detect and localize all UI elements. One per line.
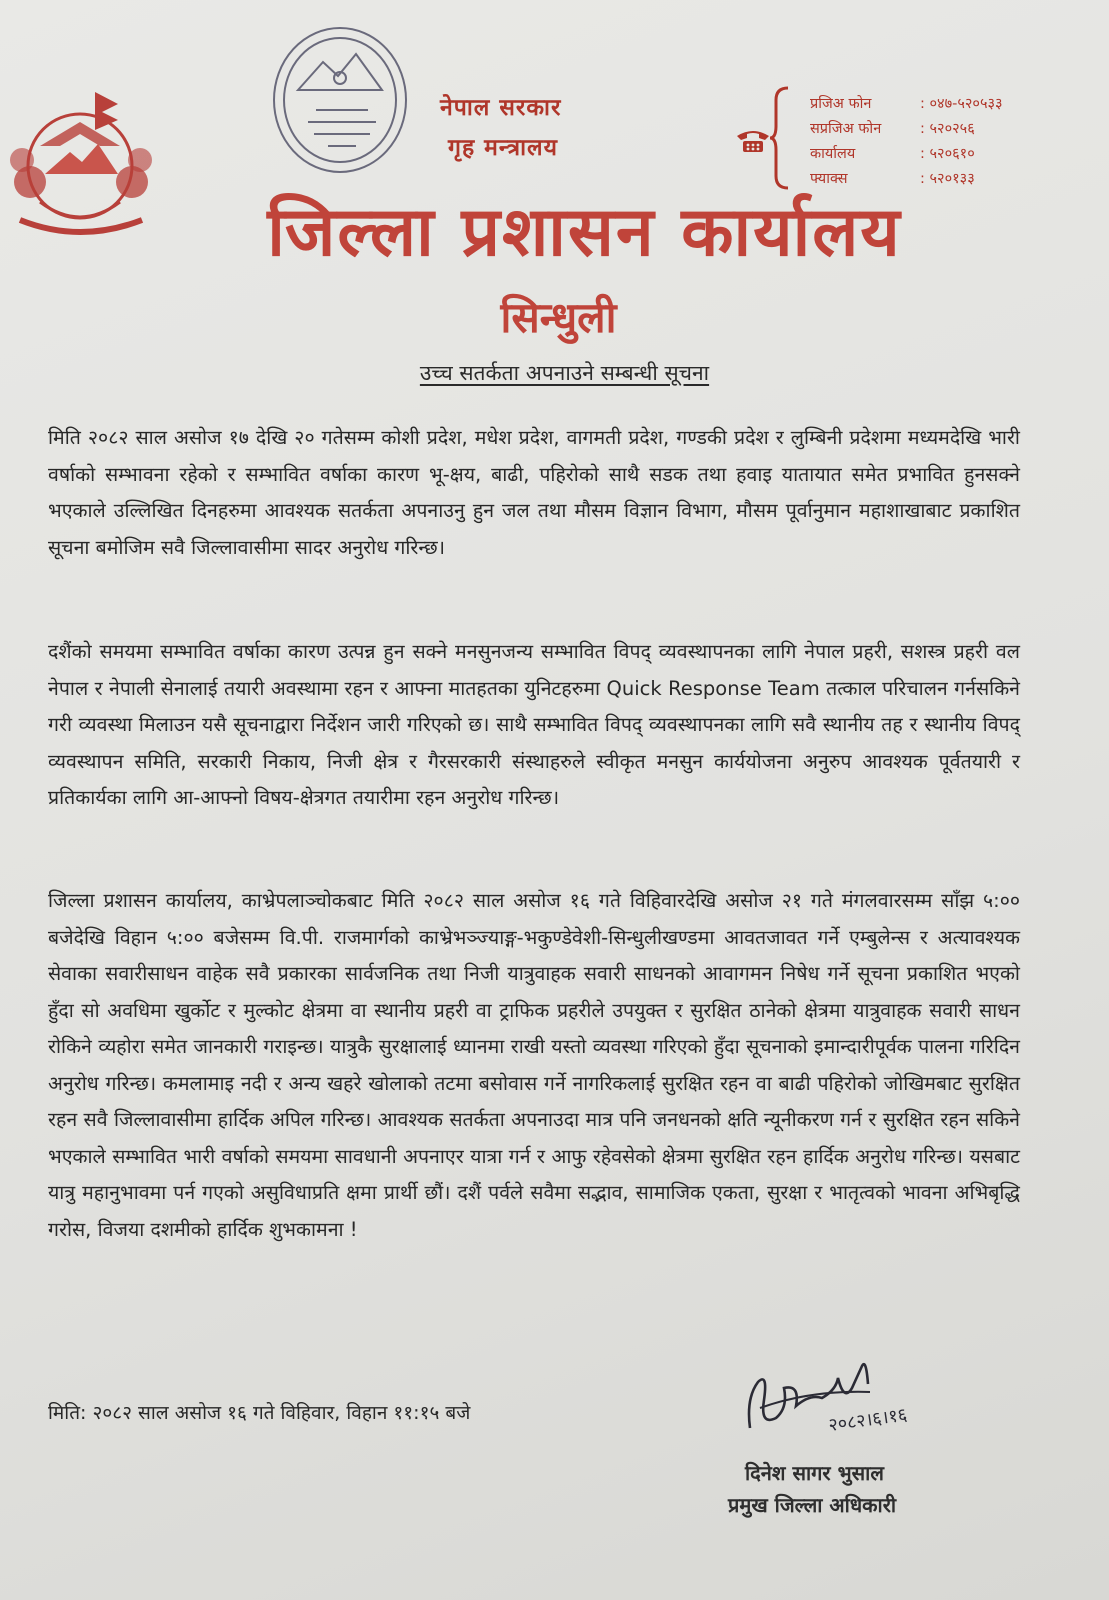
contact-row-acdo-phone [810,115,1060,140]
contact-row-cdo-phone [810,90,1060,115]
contact-label: प्रजिअ फोन [810,95,872,112]
body-paragraph-1: मिति २०८२ साल असोज १७ देखि २० गतेसम्म कोशी प्रदेश, मधेश प्रदेश, वागमती प्रदेश, गण्डकी प्रदेश र लुम्बिनी प्रदेशमा मध्यमदेखि भारी वर्षाको सम्भावना रहेको र सम्भावित वर्षाका कारण भू-क्षय, बाढी, पहिरोको साथै सडक तथा हवाइ यातायात समेत प्रभावित हुनसक्ने भएकाले उल्लिखित दिनहरुमा आवश्यक सतर्कता अपनाउनु हुन जल तथा मौसम विज्ञान विभाग, मौसम पूर्वानुमान महाशाखाबाट प्रकाशित सूचना बमोजिम सवै जिल्लावासीमा सादर अनुरोध गरिन्छ। [48,426,1020,559]
issue-date: मिति: २०८२ साल असोज १६ गते विहिवार, विहान ११:१५ बजे [48,1402,471,1424]
ministry-name: गृह मन्त्रालय [448,135,558,161]
district-title: सिन्धुली [500,293,617,342]
contact-label: सप्रजिअ फोन [810,120,882,137]
contact-value: : ५२०२५६ [920,120,975,137]
contact-value: : ०४७-५२०५३३ [920,95,1003,112]
notice-subject-text: उच्च सतर्कता अपनाउने सम्बन्धी सूचना [419,361,710,385]
notice-subject [0,358,1109,388]
office-title: जिल्ला प्रशासन कार्यालय [267,193,902,272]
letterhead-government-block [440,88,561,168]
phone-icon [735,128,771,154]
contact-value: : ५२०१३३ [920,170,975,187]
government-name: नेपाल सरकार [440,95,562,121]
contact-value: : ५२०६१० [920,145,975,162]
signature-icon [740,1348,980,1456]
body-paragraph-3: जिल्ला प्रशासन कार्यालय, काभ्रेपलाञ्चोकबाट मिति २०८२ साल असोज १६ गते विहिवारदेखि असोज २१ गते मंगलवारसम्म साँझ ५:०० बजेदेखि विहान ५:०० बजेसम्म वि.पी. राजमार्गको काभ्रेभञ्ज्याङ्ग-भकुण्डेवेशी-सिन्धुलीखण्डमा आवतजावत गर्ने एम्बुलेन्स र अत्यावश्यक सेवाका सवारीसाधन वाहेक सवै प्रकारका सार्वजनिक तथा निजी यात्रुवाहक सवारी साधनको आवागमन निषेध गर्ने सूचना प्रकाशित भएको हुँदा सो अवधिमा खुर्कोट र मुल्कोट क्षेत्रमा वा स्थानीय प्रहरी वा ट्राफिक प्रहरीले उपयुक्त र सुरक्षित ठानेको क्षेत्रमा यात्रुवाहक सवारी साधन रोकिने व्यहोरा समेत जानकारी गराइन्छ। यात्रुकै सुरक्षालाई ध्यानमा राखी यस्तो व्यवस्था गरिएको हुँदा सूचनाको इमान्दारीपूर्वक पालना गरिदिन अनुरोध गरिन्छ। कमलामाइ नदी र अन्य खहरे खोलाको तटमा बसोवास गर्ने नागरिकलाई सुरक्षित रहन वा बाढी पहिरोको जोखिमबाट सुरक्षित रहन सवै जिल्लावासीमा हार्दिक अपिल गरिन्छ। आवश्यक सतर्कता अपनाउदा मात्र पनि जनधनको क्षति न्यूनीकरण गर्न र सुरक्षित रहन सकिने भएकाले सम्भावित भारी वर्षाको समयमा सावधानी अपनाएर यात्रा गर्न र आफु रहेवसेको क्षेत्रमा सुरक्षित रहन हार्दिक अनुरोध गरिन्छ। यसबाट यात्रु महानुभावमा पर्न गएको असुविधाप्रति क्षमा प्रार्थी छौं। दशैं पर्वले सवैमा सद्भाव, सामाजिक एकता, सुरक्षा र भातृत्वको भावना अभिबृद्धि गरोस, विजया दशमीको हार्दिक शुभकामना ! [48,889,1020,1241]
signatory-name: दिनेश सागर भुसाल [745,1461,884,1485]
contact-row-office [810,140,1060,165]
contact-brace [768,86,790,190]
contact-row-fax [810,165,1060,190]
contact-list [810,90,1060,190]
signature-date: २०८२।६।१६ [827,1404,909,1437]
body-paragraph-2: दशैंको समयमा सम्भावित वर्षाका कारण उत्पन्न हुन सक्ने मनसुनजन्य सम्भावित विपद् व्यवस्थापनका लागि नेपाल प्रहरी, सशस्त्र प्रहरी वल नेपाल र नेपाली सेनालाई तयारी अवस्थामा रहन र आफ्ना मातहतका युनिटहरुमा Quick Response Team तत्काल परिचालन गर्नसकिने गरी व्यवस्था मिलाउन यसै सूचनाद्वारा निर्देशन जारी गरिएको छ। साथै सम्भावित विपद् व्यवस्थापनका लागि सवै स्थानीय तह र स्थानीय विपद् व्यवस्थापन समिति, सरकारी निकाय, निजी क्षेत्र र गैरसरकारी संस्थाहरुले स्वीकृत मनसुन कार्ययोजना अनुरुप आवश्यक पूर्वतयारी र प्रतिकार्यका लागि आ-आफ्नो विषय-क्षेत्रगत तयारीमा रहन अनुरोध गरिन्छ। [48,640,1020,809]
contact-label: फ्याक्स [810,170,848,187]
contact-label: कार्यालय [810,145,856,162]
office-seal-icon [268,18,418,188]
signatory-title: प्रमुख जिल्ला अधिकारी [728,1493,897,1517]
